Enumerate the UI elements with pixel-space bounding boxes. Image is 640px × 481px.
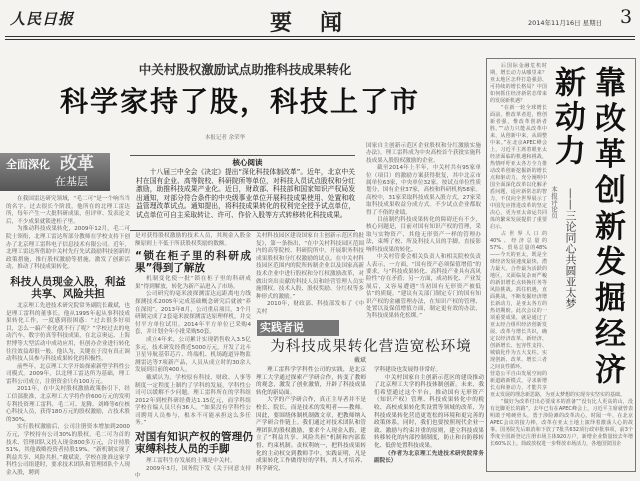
commentary-body (256, 367, 484, 473)
newspaper-logo: 人民日报 (10, 10, 75, 28)
paragraph: 2011年，在中关村股权激励政策指引下，经工信部批准，北京理工大学将作价600万元的发明专利投资理工雷科，毛二可、龙腾、刘峰等6位核心科技人员，获得180万元的股权激励，占技术股的30%。 (6, 386, 130, 423)
paragraph: 学科建设也发展得非常好。 (374, 367, 442, 373)
badge-line3: 在基层 (55, 175, 88, 188)
author-note: （作者为北京理工先进技术研究院常务副院长） (374, 450, 484, 465)
lead-headline: 科学家持了股，科技上了市 (60, 85, 421, 118)
page-number: 3 (620, 6, 633, 28)
paragraph: “做好为改革付出必要成本的准备”“没有比人更高的山，没有比脚更长的路”，去年已有在APEC峰会上，习近平主席就曾表明敢于啃硬骨头，勇于涉险滩的改革决心。时隔一年，在北京APEC会议的接力棒，改革在亚太土地上演绎着激荡人心的故事。国务院先后取消和下放了7批共632项行政审批事项，前3个季度全国新登记注册市场主体920万户，新增企业数量较去年增长60%以上。简政放权进一步释放市场活力，各地国资国企 (490, 399, 633, 447)
paragraph: 前些年，北京理工大学开始探索新型学科性公司模式。2009年，以北理工雷达所为基础，理工雷科公司成立，注册资金只有100万元。 (6, 363, 130, 385)
section-title: 要闻 (270, 11, 371, 36)
paragraph: “在新一轮全球增长面前，惟改革者进，惟创新者强，惟改革创新者胜。”“动力只能从改革中来，从创新中来，从调整中来。”在北京APEC峰会上，习近平主席着眼亚太经济面临的机遇和挑战，热情呼吁亚太各方全力推动改革创新挖掘新的增长点和驱动力，充分阐明中国全面深化改革以化解矛盾问题，适应新常态的智力，不仅向全世界展示了中国先应推进改革的坚定决心，更为亚太命运共同体的繁荣发展提供了重要启示。 (490, 105, 547, 230)
paragraph: 关村科技园区建设国家自主创新示范区的批复》，第一条指出，“在中关村科技园区范围内的高等院校、科研院所中，开展职务科技成果股权和分红权激励的试点。在中关村科技园区范围内的院所转制企业以及国家高新技术企业中进行股权和分红权激励改革，对做出突出贡献的科技人员和经营管理人员实施期权、技术入股、股权奖励、分红权等多种形式的激励。” (256, 233, 364, 300)
column-label-practitioner: 实践者说 (257, 320, 339, 336)
lead-col2 (135, 233, 251, 481)
paragraph: 机制变化使一批“锁在柜子里的科研成果”得到解放，转化为新产品进入了市场。 (135, 276, 251, 290)
paragraph: 2009年3月，国务院下发《关于同意支持中 (135, 465, 251, 480)
lead-byline: 本报记者 余荣华 (204, 135, 246, 141)
paragraph: 为推动科技成果转化，2009年12月，毛二可院士领衔，北理工雷达所部分教师在学校支持下创办了北京理工雷科电子信息技术有限公司。近年，北理工雷达所借助中关村先行先试鼓励科技创新的政策措施，推行股权激励等措施，激发了创新活动，推动了科技成果转化。 (6, 226, 130, 271)
commentary-author: 戴斌 (353, 357, 366, 364)
badge-line1: 全面深化 (6, 158, 50, 171)
paragraph: 公司研究的毫米波探测雷达远距离电力线探测技术2005年完成基础概念研究后就被“养在深闺”。2013年8月，公司重启项目，3个月研制完成了2套毫米波探测雷达原理样机，并交付平方单位试用。2014年平方单位已采购4套，并计划全年小批采购50套。 (135, 291, 251, 336)
editorial-author: 本报评论员 (550, 186, 558, 219)
paragraph: 后国际金融危机时期，增长动力从哪里来？亚太地区怎样打造强劲、可持续的增长格局？中国如何抓住经济新常态带来的发展新机遇？ (490, 63, 547, 104)
editorial-title: 靠改革创新发掘经济新动力 (549, 66, 625, 387)
lead-kicker: 中关村股权激励试点助推科技成果转化 (138, 62, 352, 77)
editorial-heading-area (547, 63, 633, 387)
subheading-1: 科技人员现金入股，利益共享、风险共担 (10, 275, 126, 300)
commentary-title: 为科技成果转化营造宽松环境 (270, 339, 472, 355)
paragraph: 2010年，财政部、科技部发布了《中关村 (256, 301, 364, 315)
subheading-2: “锁在柜子里的科研成果”得到了解放 (135, 250, 251, 275)
paragraph: 成立4年来，公司累计实现销售收入3.5亿多元，技术研发经费近5000万元，开发了北斗卫星导航基带芯片、终端机、机场跑道异物监测雷达等7项新产品，人员从成立时的30余人发展到目前的400人。 (135, 336, 251, 374)
paragraph: 中关村管委会相关负责人和相关院校负责人表示，一方面，“国有资产必须保值增值”的要求，与“科技成果转化、高科技产业具有高风险性”存在矛盾；另一方面，成功转化、产业发展后，又容易遭遇“当初国有无形资产被低估”的质疑。“建议有关部门制定专门的国有知识产权的金融管理办法，在知识产权的管理、处置以及保值增值方面，制定更有效的办法，为科技成果转化松绑。” (366, 254, 481, 320)
subheading-3: 对国有知识产权的管理仍束缚科技人员的手脚 (135, 431, 253, 456)
issue-date: 2014年11月16日 星期日 (528, 19, 603, 27)
lead-col2a: 是对获得股权激励的技术人员，其现金入股金额原则上不低于所获股权奖励的数额。 (135, 233, 251, 247)
paragraph: 戴斌认为，学校原有科技、财政、人事等制度一定程度上制约了学科的发展，学科性公司可以缓解不少问题。理工雷科所在的学科组2012年到校科研经费达1.15亿元，而学科组学校在编人员只有36人。“如果没有学科性公司聘用人员参与，根本不可能承担这么多任务。” (135, 374, 251, 427)
paragraph: 理工雷科学学科性公司的实践，是北京理工大学通过探索产学研合作，转变了教师的观念，激发了创业激情，开辟了科技成果转化的新局面。 (256, 367, 366, 396)
paragraph: 在我国雷达研究领域，“毛二可”是一个响当当的名字。过去很长个阶段，他所在的北理工雷达所，每年产生一大批科研成果，但评审、发表论文后，不少成果就锁进柜子里。 (6, 196, 130, 225)
core-reading-text: 十八届三中全会《决定》提出“深化科技体制改革”。近年，北京中关村在国有企业、高等院校、科研院所等单位，对科技人员试点股权和分红激励，助推科技成果产业化。近日，财政部、科技部和国家知识产权局发出通知，对部分符合条件的中央级事业单位开展科技成果使用、处置和收益管理改革试点。通知提出，将科技成果转化的权利完全授予试点单位，试点单位可自主采取转让、许可、作价入股等方式转移转化科技成果。 (136, 168, 355, 219)
paragraph: 占世界人口的40%、经济总量的57%、贸易总量的48%——今天的亚太，既是全球经济发展速度最快、潜力最大、合作最为活跃的地区，又面临复杂而严峻的新旧增长点转换任务等风险挑战。抓住机遇，直面挑战，不断发掘经济增长新动力，是亚太各方的热切期盼。此次会议的一项重要成果，就是通过了亚太经合组织经济创新发展、改革与增长共识，确定以经济改革、新经济、创新增长、包容性支持、城镇化作为五大支柱。实现创新、改革、增长三者之间良性循环。 (490, 231, 547, 370)
paragraph: 中关村国家自主创新示范区的建设推动了北京理工大学的科技体制创新。未来，我们希望通过这个平台，推动国有无形资产（知识产权）管理、科技成果转化中的税收、高校成果转化奖设置等领域的改革，为科技成果转化营造更宽松的环境和更完善的政策体系。同时，我们也要按照现代企业一致、激励与约束并重的原则，建立科技成果转移转化的内部控制制度，防止和自防移转化、低价处置科技成果。 (374, 374, 484, 449)
paragraph: 北京理工先进技术研究院常务副院长戴斌，也是理工雷科的董事长。他从1995年起从事科技成果转化工作，一度感到很困惑：“过去很多好项目，怎么一搞产业化就不行了呢？”学校过去的电动汽车、数字仿真等科技成果，在北京奥运、上海世博等大型活动中成功应用，但创办企业进行转化往往效益却很一般。他认为，关键在于没有真正调动科技人员参与科技成果转化的积极性。 (6, 302, 130, 363)
paragraph: 营造公平自由发展空间的新道路新模式，寻求新增长点和驱动力，才能共享亚太发展的理念新思路，为亚太梦想的实现夯实坚实的基础。 (490, 371, 626, 398)
paragraph: 理工雷科生存发展的土壤是中关村。 (146, 458, 236, 465)
badge-line2: 改革 (60, 154, 94, 174)
lead-col1 (6, 196, 130, 478)
paragraph: 大学的产学研合作，真正主导者并不是校长、院长，而是技术的发明者——教师。因此，要围绕体制机制做文章，把教师纳入产学研合作链上。我们通过对技术团队和管理团队的股权激励，要求个人现金入股，建立了“利益共享、风险共担”机制和内部监督、约束机制。责权利统一，把科技成果转化的主动权交到教师手中。实践证明，凡是成果转化工作做得好的学科，其人才培养、科学研究、 (256, 397, 366, 472)
editorial-subtitle: ——三论同心共圆亚太梦 (564, 188, 577, 309)
lead-col4 (366, 143, 481, 321)
paragraph: 实行股权激励后，公司注册资本增加到2000万元，学校持有公司30%的股权，毛二可为首的技术、管理团队又投入现金800多万元，合计持股51%，其他战略投资者持股19%。“新机制实现了利益共享、风险共担。”戴斌说，学校在批准这家学科性公司组建时，要求技术团队和管理团队个人现金入股，聘到 (6, 424, 130, 476)
paragraph: 国家自主创新示范区企业股权和分红激励实施办法》，理工雷科成为中央高校首个获批实施科技成果入股股权激励的企业。 (366, 143, 481, 164)
lead-col3 (256, 233, 364, 317)
core-bottom-rule (130, 230, 355, 231)
column-badge (0, 153, 110, 191)
paragraph: 目前制约科技成果转化的障碍还有不少，核心问题是，目前对国有知识产权的管理，采取与实物资产、其他无形资产一样的管理办法，束缚了校、所及科技人员的手脚，直接影响科技成果的转化。 (366, 217, 481, 253)
core-reading-title: 核心阅读 (232, 158, 263, 167)
masthead-rule (5, 36, 635, 37)
masthead-rule-thin (5, 39, 635, 40)
core-top-rule (130, 155, 355, 156)
paragraph: 截至2014年上半年，中关村共有95家单位（项目）的激励方案获得批复，其中北京市属单位63家，中央单位32家。按试点单位性质划分，国有企业37家，高校和科研机构58家。高校中，31家采取科技成果入股方式，27家采取科技成果收益分成方式。不少试点企业都取得了不俗的业绩。 (366, 165, 481, 216)
editorial-body (490, 63, 633, 448)
